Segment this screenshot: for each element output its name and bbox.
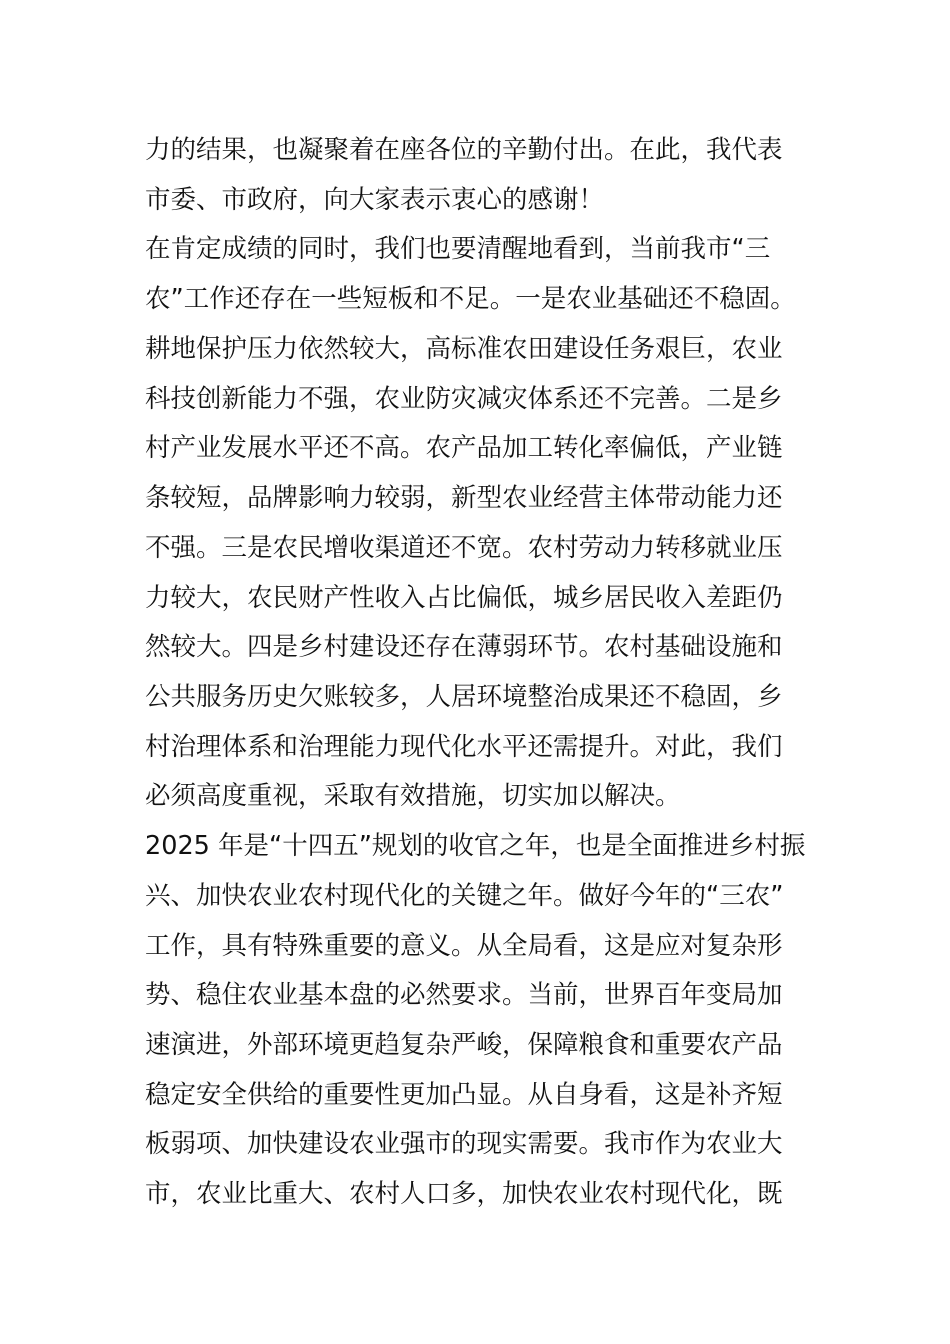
text-line: 公共服务历史欠账较多，人居环境整治成果还不稳固，乡	[145, 682, 783, 712]
text-line: 农”工作还存在一些短板和不足。一是农业基础还不稳固。	[145, 284, 796, 314]
text-line: 科技创新能力不强，农业防灾减灾体系还不完善。二是乡	[145, 384, 783, 414]
text-line: 在肯定成绩的同时，我们也要清醒地看到，当前我市“三	[145, 234, 771, 264]
text-line: 2025 年是“十四五”规划的收官之年，也是全面推进乡村振	[145, 831, 806, 861]
text-line: 力的结果，也凝聚着在座各位的辛勤付出。在此，我代表	[145, 135, 783, 165]
text-line: 条较短，品牌影响力较弱，新型农业经营主体带动能力还	[145, 483, 783, 513]
text-line: 村产业发展水平还不高。农产品加工转化率偏低，产业链	[145, 433, 783, 463]
text-line: 工作，具有特殊重要的意义。从全局看，这是应对复杂形	[145, 931, 783, 961]
text-line: 板弱项、加快建设农业强市的现实需要。我市作为农业大	[145, 1129, 783, 1159]
text-line: 力较大，农民财产性收入占比偏低，城乡居民收入差距仍	[145, 583, 783, 613]
text-line: 然较大。四是乡村建设还存在薄弱环节。农村基础设施和	[145, 632, 783, 662]
text-line: 不强。三是农民增收渠道还不宽。农村劳动力转移就业压	[145, 533, 783, 563]
text-line: 市，农业比重大、农村人口多，加快农业农村现代化，既	[145, 1179, 783, 1209]
text-line: 势、稳住农业基本盘的必然要求。当前，世界百年变局加	[145, 980, 783, 1010]
text-line: 兴、加快农业农村现代化的关键之年。做好今年的“三农”	[145, 881, 784, 911]
text-line: 村治理体系和治理能力现代化水平还需提升。对此，我们	[145, 732, 783, 762]
text-line: 稳定安全供给的重要性更加凸显。从自身看，这是补齐短	[145, 1080, 783, 1110]
text-line: 必须高度重视，采取有效措施，切实加以解决。	[145, 781, 681, 811]
text-line: 耕地保护压力依然较大，高标准农田建设任务艰巨，农业	[145, 334, 783, 364]
text-line: 速演进，外部环境更趋复杂严峻，保障粮食和重要农产品	[145, 1030, 783, 1060]
text-line: 市委、市政府，向大家表示衷心的感谢！	[145, 185, 605, 215]
